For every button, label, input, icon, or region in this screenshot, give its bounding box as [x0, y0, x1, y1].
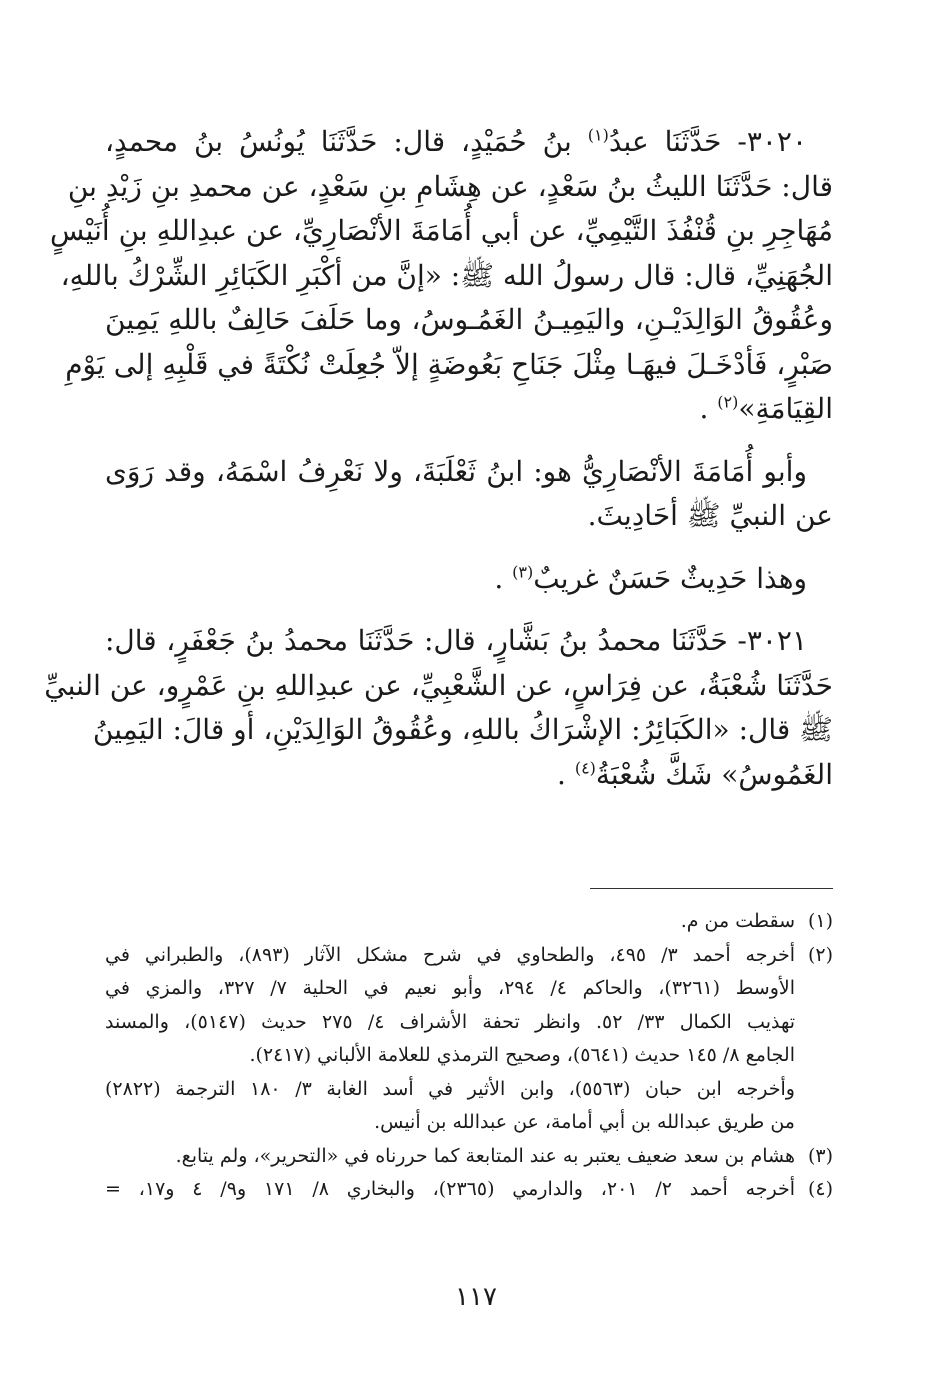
footnote-line: سقطت من م.	[680, 910, 795, 932]
footnotes	[105, 905, 833, 1207]
footnote-2-continuation	[105, 1073, 833, 1140]
text-line: عن النبيِّ ﷺ أحَادِيثَ.	[587, 499, 833, 532]
footnote-ref[interactable]: (١)	[587, 125, 609, 145]
footnote-line: الجامع ٨/ ١٤٥ حديث (٥٦٤١)، وصحيح الترمذي للعلامة الألباني (٢٤١٧).	[249, 1044, 795, 1066]
footnote-2	[105, 939, 833, 1073]
footnote-line: تهذيب الكمال ٣٣/ ٥٢. وانظر تحفة الأشراف ٤/ ٢٧٥ حديث (٥١٤٧)، والمسند	[105, 1010, 796, 1033]
text-line: وعُقُوقُ الوَالِدَيْـنِ، واليَمِيـنُ الغَمُـوسُ، وما حَلَفَ حَالِفٌ باللهِ يَمِينَ	[105, 303, 833, 336]
footnote-line: الأوسط (٣٢٦١)، والحاكم ٤/ ٢٩٤، وأبو نعيم في الحلية ٧/ ٣٢٧، والمزي في	[105, 977, 795, 999]
footnote-line: هشام بن سعد ضعيف يعتبر به عند المتابعة كما حررناه في «التحرير»، ولم يتابع.	[175, 1144, 795, 1167]
text-line: حَدَّثَنَا شُعْبَةُ، عن فِرَاسٍ، عن الشَّعْبِيِّ، عن عبدِاللهِ بنِ عَمْرٍو، عن النبيِّ	[44, 668, 833, 702]
text-line: الجُهَنِيِّ، قال: قال رسولُ الله ﷺ: «إنَّ من أكْبَرِ الكَبَائِرِ الشِّرْكُ باللهِ،	[60, 258, 833, 292]
text-line: وهذا حَدِيثٌ حَسَنٌ غريبٌ$^{(٣)}$ .	[494, 561, 807, 595]
text-line: ﷺ قال: «الكَبَائِرُ: الإشْرَاكُ باللهِ، وعُقُوقُ الوَالِدَيْنِ، أو قالَ: اليَمِينُ	[92, 713, 833, 746]
footnote-ref[interactable]: (٣)	[512, 562, 534, 582]
hadith-3021	[44, 619, 833, 797]
footnote-line: أخرجه أحمد ٣/ ٤٩٥، والطحاوي في شرح مشكل الآثار (٨٩٣)، والطبراني في	[105, 943, 795, 966]
footnote-number: (٢)	[807, 943, 833, 966]
footnote-ref[interactable]: (٤)	[574, 758, 596, 778]
text-line: صَبْرٍ، فَأدْخَـلَ فيهَـا مِثْلَ جَنَاحِ بَعُوضَةٍ إلاّ جُعِلَتْ نُكْتَةً في قَلْبِهِ إلى يَوْمِ	[65, 347, 833, 381]
footnote-4	[105, 1173, 833, 1207]
page-body	[44, 120, 833, 815]
text-line: مُهَاجِرِ بنِ قُنْفُذَ التَّيْمِيِّ، عن أبي أُمَامَةَ الأنْصَارِيِّ، عن عبدِاللهِ بنِ أُنَيْسٍ	[49, 214, 833, 247]
text-line: ٣٠٢٠- حَدَّثَنَا عبدُ$^{(١)}$ بنُ حُمَيْدٍ، قال: حَدَّثَنَا يُونُسُ بنُ محمدٍ،	[105, 125, 807, 158]
text-line: قال: حَدَّثَنَا الليثُ بنُ سَعْدٍ، عن هِشَامِ بنِ سَعْدٍ، عن محمدِ بنِ زَيْدِ بنِ	[67, 169, 833, 203]
footnote-divider	[590, 888, 833, 889]
footnote-number: (٤)	[807, 1178, 833, 1200]
text-line: وأبو أُمَامَةَ الأنْصَارِيُّ هو: ابنُ ثَعْلَبَةَ، ولا نَعْرِفُ اسْمَهُ، وقد رَوَى	[105, 454, 807, 488]
footnote-line: من طريق عبدالله بن أبي أمامة، عن عبدالله بن أنيس.	[374, 1111, 795, 1133]
text-line: الغَمُوسُ» شَكَّ شُعْبَةُ$^{(٤)}$ .	[557, 757, 833, 791]
page-number: ١١٧	[455, 1282, 497, 1312]
footnote-number: (٣)	[807, 1144, 833, 1167]
text-line: ٣٠٢١- حَدَّثَنَا محمدُ بنُ بَشَّارٍ، قال: حَدَّثَنَا محمدُ بنُ جَعْفَرٍ، قال:	[105, 624, 807, 657]
footnote-line: وأخرجه ابن حبان (٥٥٦٣)، وابن الأثير في أسد الغابة ٣/ ١٨٠ الترجمة (٢٨٢٢)	[105, 1077, 795, 1100]
text-line: القِيَامَةِ»$^{(٢)}$ .	[699, 392, 833, 425]
footnote-line: أخرجه أحمد ٢/ ٢٠١، والدارمي (٢٣٦٥)، والبخاري ٨/ ١٧١ و٩/ ٤ و١٧، =	[105, 1178, 796, 1200]
footnote-number: (١)	[807, 910, 833, 932]
footnote-ref[interactable]: (٢)	[717, 392, 739, 412]
footnote-1	[105, 905, 833, 939]
footnote-3	[105, 1140, 833, 1174]
hadith-3020	[49, 120, 833, 432]
commentary-grading	[105, 557, 833, 602]
commentary-narrator	[105, 450, 833, 539]
